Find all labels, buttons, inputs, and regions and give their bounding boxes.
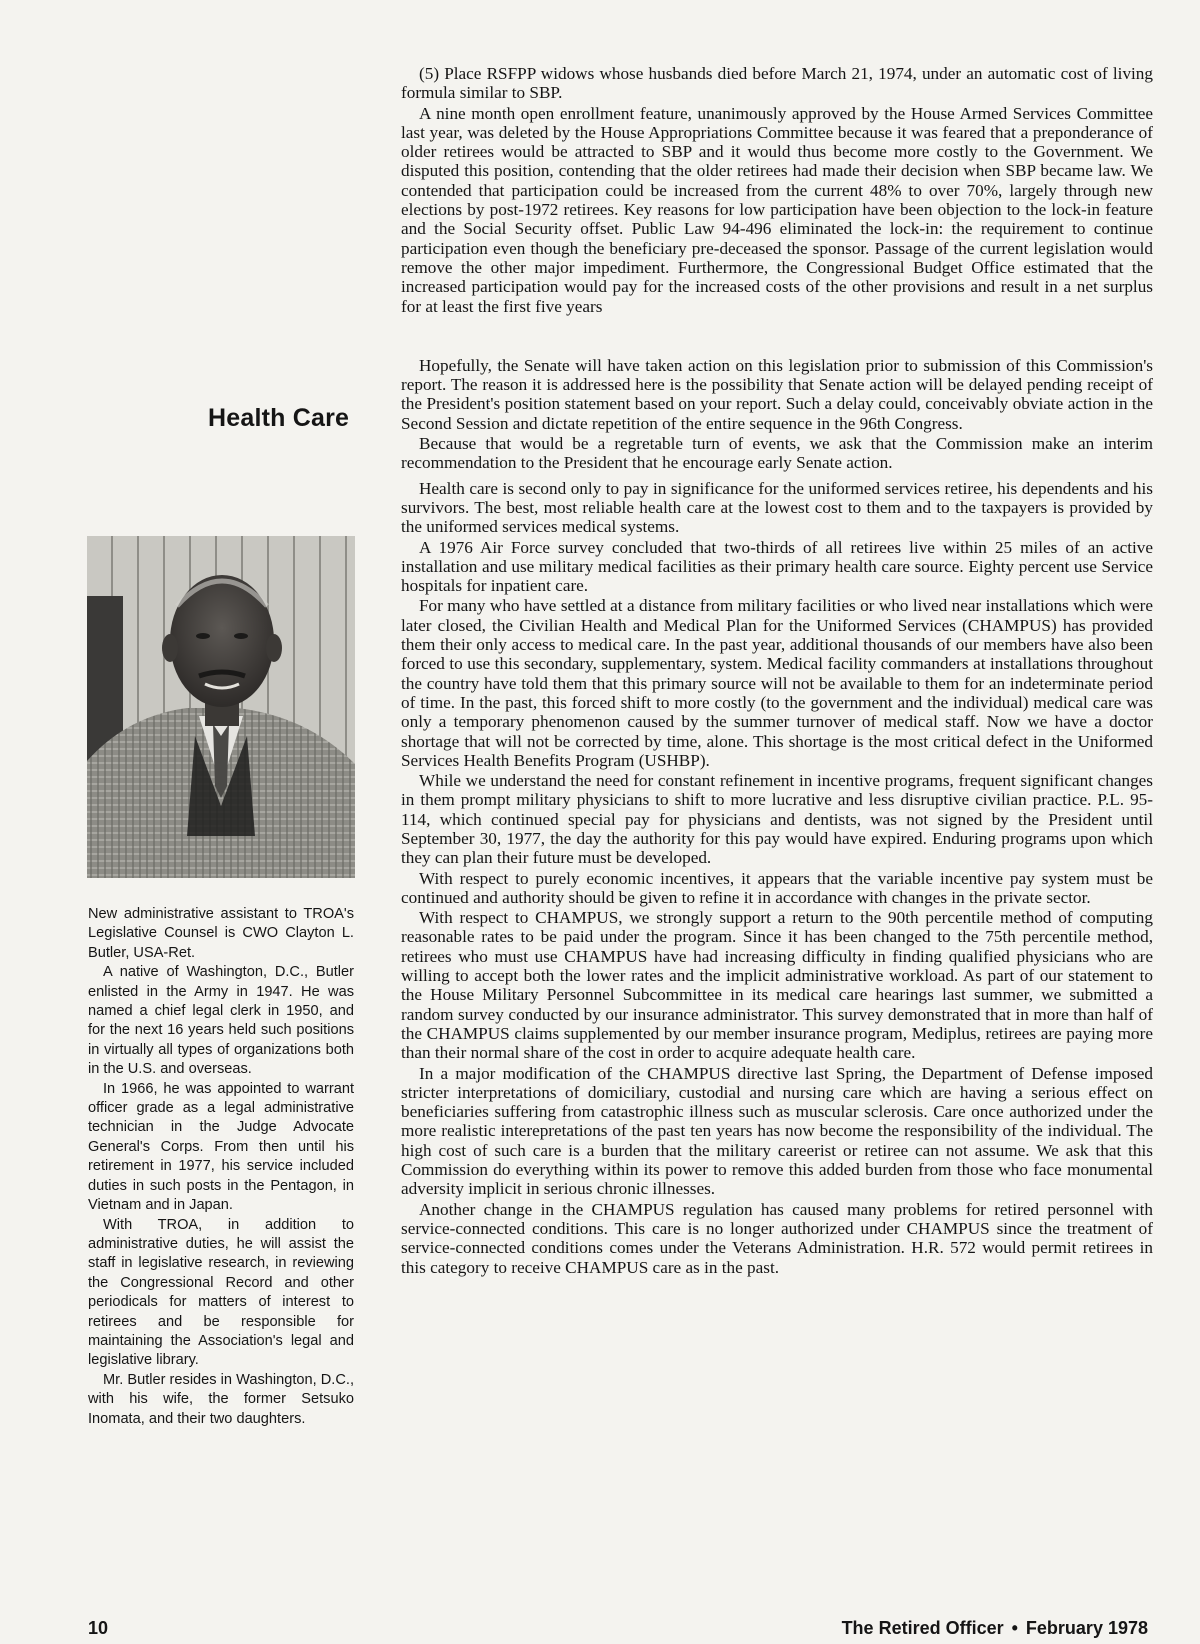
paragraph-health-care-significance: Health care is second only to pay in significance for the uniformed services retiree, his dependents and his survivors. The best, most reliable health care at the lowest cost to them and to the taxpayers is provided by the uniformed services medical systems. (401, 478, 1153, 537)
photo-caption (88, 905, 354, 1429)
issue-date: February 1978 (1025, 1618, 1148, 1638)
footer-bullet: • (1011, 1618, 1018, 1638)
paragraph-air-force-survey: A 1976 Air Force survey concluded that two-thirds of all retirees live within 25 miles of an active installation and use military medical facilities as their primary health care source. Eighty percent use Service hospitals for inpatient care. (401, 537, 1153, 596)
caption-warrant-officer: In 1966, he was appointed to warrant officer grade as a legal administrative technician in the Judge Advocate General's Corps. From then until his retirement in 1977, his service included duties in such posts in the Pentagon, in Vietnam and in Japan. (88, 1080, 354, 1214)
paragraph-place-rsfpp-widows: (5) Place RSFPP widows whose husbands died before March 21, 1974, under an automatic cost of living formula similar to SBP. (401, 64, 1153, 103)
footer-publication-line (842, 1618, 1148, 1639)
section-heading: Health Care (208, 404, 350, 432)
paragraph-champus-access: For many who have settled at a distance from military facilities or who lived near installations which were later closed, the Civilian Health and Medical Plan for the Uniformed Services (CHAMPUS) has provided them their only access to medical care. In the past year, additional thousands of our members have also been forced to use this secondary, supplementary, system. Medical facility commanders at installations throughout the country have told them that this primary source will not be available to them for an indeterminate period of time. In the past, this forced shift to more costly (to the government and the individual) medical care was only a temporary phenomenon caused by the summer turnover of medical staff. Now we have a doctor shortage that will not be corrected by time, alone. This shortage is the most critical defect in the Uniformed Services Health Benefits Program (USHBP). (401, 596, 1153, 770)
caption-residence: Mr. Butler resides in Washington, D.C., with his wife, the former Setsuko Inomata, and their two daughters. (88, 1371, 354, 1427)
caption-intro: New administrative assistant to TROA's Legislative Counsel is CWO Clayton L. Butler, USA-Ret. (88, 906, 354, 961)
article-body (401, 64, 1153, 1278)
paragraph-champus-percentile: With respect to CHAMPUS, we strongly support a return to the 90th percentile method of computing reasonable rates to be paid under the program. Since it has been changed to the 75th percentile method, retirees who must use CHAMPUS have had increasing difficulty in finding qualified physicians who are willing to accept both the lower rates and the implicit administrative workload. As part of our statement to the House Military Personnel Subcommittee in its medical care hearings last summer, we submitted a random survey conducted by our insurance administrator. This survey demonstrated that in more than half of the CHAMPUS claims supplemented by our member insurance program, Mediplus, retirees are paying more than their normal share of the cost in order to acquire adequate health care. (401, 908, 1153, 1063)
caption-native: A native of Washington, D.C., Butler enlisted in the Army in 1947. He was named a chief legal clerk in 1950, and for the next 16 years held such positions in virtually all types of organizations both in the U.S. and overseas. (88, 964, 354, 1078)
paragraph-senate-action: Hopefully, the Senate will have taken action on this legislation prior to submission of this Commission's report. The reason it is addressed here is the possibility that Senate action will be delayed pending receipt of the President's position statement based on your report. Such a delay could, conceivably obviate action in the Second Session and dictate repetition of the entire sequence in the 96th Congress. (401, 355, 1153, 433)
paragraph-interim-recommendation: Because that would be a regretable turn of events, we ask that the Commission make an interim recommendation to the President that he encourage early Senate action. (401, 434, 1153, 473)
publication-name: The Retired Officer (841, 1618, 1004, 1638)
paragraph-service-connected: Another change in the CHAMPUS regulation has caused many problems for retired personnel with service-connected conditions. This care is no longer authorized under CHAMPUS since the treatment of service-connected conditions comes under the Veterans Administration. H.R. 572 would permit retirees in this category to receive CHAMPUS care as in the past. (401, 1199, 1153, 1277)
paragraph-champus-directive: In a major modification of the CHAMPUS directive last Spring, the Department of Defense imposed stricter interpretations of domiciliary, custodial and nursing care which are having a serious effect on beneficiaries suffering from catastrophic illness such as muscular sclerosis. Care once authorized under the more realistic interepretations of the past ten years has now become the responsibility of the individual. The high cost of such care is a burden that the military careerist or retiree can not assume. We ask that this Commission do everything within its power to remove this added burden from those who face monumental adversity implicit in serious chronic illnesses. (401, 1063, 1153, 1199)
page-number: 10 (88, 1618, 109, 1638)
caption-troa-duties: With TROA, in addition to administrative duties, he will assist the staff in legislative research, in reviewing the Congressional Record and other periodicals for matters of interest to retirees and be responsible for maintaining the Association's legal and legislative library. (88, 1216, 354, 1369)
paragraph-economic-incentives: With respect to purely economic incentives, it appears that the variable incentive pay system must be continued and authority should be given to refine it in accordance with changes in the private sector. (401, 868, 1153, 907)
paragraph-incentive-programs: While we understand the need for constant refinement in incentive programs, frequent significant changes in them prompt military physicians to shift to more lucrative and less disruptive civilian practice. P.L. 95-114, which continued special pay for physicians and dentists, was not signed by the President until September 30, 1977, the day the authority for this pay would have expired. Enduring programs upon which they can plan their future must be developed. (401, 771, 1153, 868)
portrait-photo (87, 536, 355, 878)
portrait-illustration (87, 536, 355, 878)
paragraph-open-enrollment: A nine month open enrollment feature, unanimously approved by the House Armed Services Committee last year, was deleted by the House Appropriations Committee because it was feared that a preponderance of older retirees would be attracted to SBP and it would thus become more costly to the Government. We disputed this position, contending that the older retirees had made their decision when SBP became law. We contended that participation could be increased from the current 48% to over 70%, largely through new elections by post-1972 retirees. Key reasons for low participation have been objection to the lock-in feature and the Social Security offset. Public Law 94-496 eliminated the lock-in: the requirement to continue participation even though the beneficiary pre-deceased the sponsor. Passage of the current legislation would remove the other major impediment. Furthermore, the Congressional Budget Office estimated that the increased participation would pay for the increased costs of the other provisions and result in a net surplus for at least the first five years (401, 103, 1153, 316)
